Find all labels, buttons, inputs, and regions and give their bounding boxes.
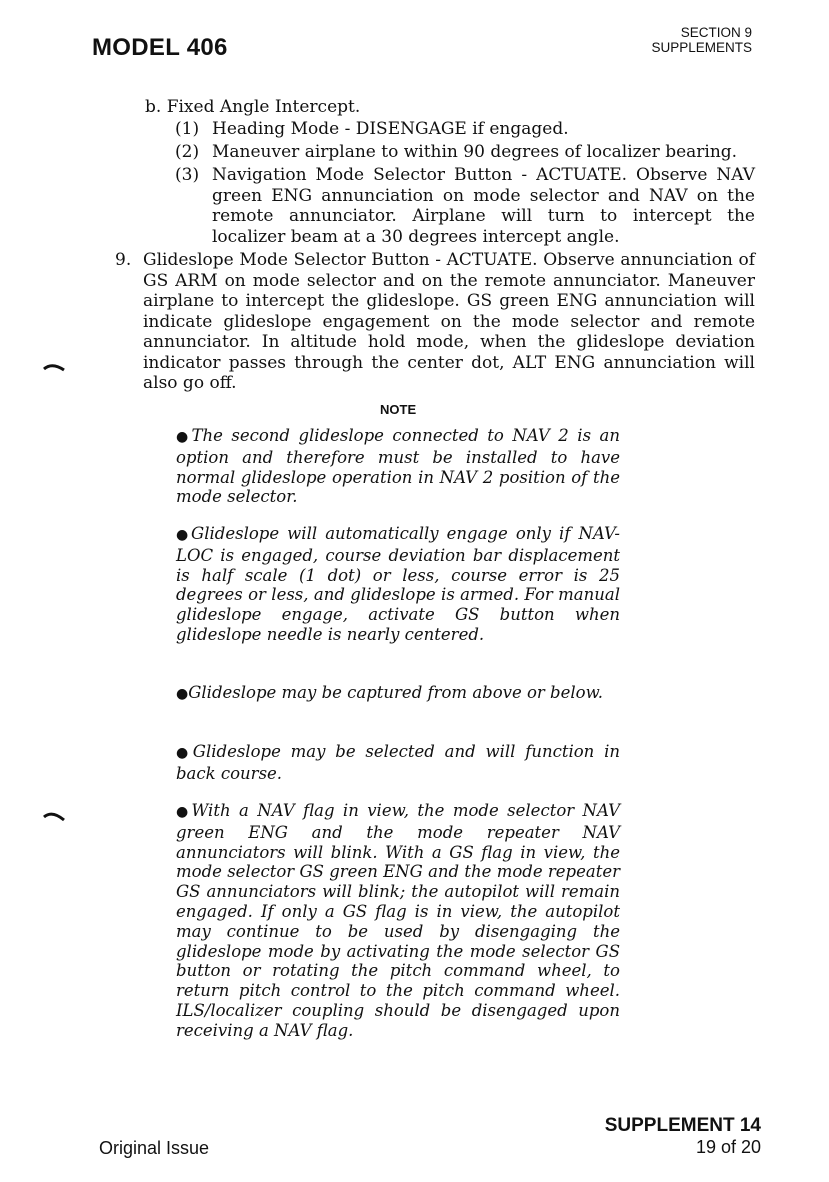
note-heading: NOTE bbox=[380, 402, 417, 417]
supplement-label: SUPPLEMENT 14 bbox=[604, 1115, 761, 1136]
page-number: 19 of 20 bbox=[695, 1137, 761, 1157]
bullet-icon: ● bbox=[176, 527, 192, 543]
note-text: Glideslope will automatically engage only if NAV-LOC is engaged, course deviation bar displacement is half scale (1 dot) or less, course error is 25 degrees or less, and glideslope is armed. For manual glideslope engage, activate GS button when glideslope needle is nearly centered. bbox=[176, 524, 620, 644]
sub-step-number: (1) bbox=[175, 119, 200, 139]
sub-step-number: (2) bbox=[175, 142, 200, 162]
sub-step-text: Maneuver airplane to within 90 degrees of localizer bearing. bbox=[212, 142, 738, 162]
bullet-icon: ● bbox=[176, 686, 189, 702]
sub-step-number: (3) bbox=[175, 165, 200, 185]
revision-mark bbox=[43, 808, 67, 822]
note-text: With a NAV flag in view, the mode selector NAV green ENG and the mode repeater NAV annunciators will blink. With a GS flag in view, the mode selector GS green ENG and the mode repeater GS annunciators will blink; the autopilot will remain engaged. If only a GS flag is in view, the autopilot may continue to be used by disengaging the glideslope mode by activating the mode selector GS button or rotating the pitch command wheel, to return pitch control to the pitch command wheel. ILS/localizer coupling should be disengaged upon receiving a NAV flag. bbox=[176, 801, 620, 1040]
page-footer bbox=[605, 1115, 761, 1158]
step-9-text: Glideslope Mode Selector Button - ACTUATE. Observe annunciation of GS ARM on mode selector and on the remote annunciator. Maneuver airplane to intercept the glideslope. GS green ENG annunciation will indicate glideslope engagement on the mode selector and remote annunciator. In altitude hold mode, when the glideslope deviation indicator passes through the center dot, ALT ENG annunciation will also go off. bbox=[143, 250, 755, 393]
note-item bbox=[176, 524, 620, 645]
bullet-icon: ● bbox=[176, 745, 193, 761]
note-text: The second glideslope connected to NAV 2 is an option and therefore must be installed to have normal glideslope operation in NAV 2 position of the mode selector. bbox=[176, 426, 620, 507]
note-item bbox=[176, 742, 620, 784]
section-label: SECTION 9 bbox=[680, 25, 752, 40]
sub-step-text: Heading Mode - DISENGAGE if engaged. bbox=[212, 119, 569, 139]
step-9 bbox=[115, 250, 755, 394]
bullet-icon: ● bbox=[176, 429, 192, 445]
note-item bbox=[176, 801, 620, 1041]
sub-step-text: Navigation Mode Selector Button - ACTUATE. Observe NAV green ENG annunciation on mode selector and NAV on the remote annunciator. Airplane will turn to intercept the localizer beam at a 30 degrees intercept angle. bbox=[212, 165, 755, 247]
issue-label: Original Issue bbox=[99, 1138, 210, 1158]
step-9-number: 9. bbox=[115, 250, 132, 270]
sub-step bbox=[175, 142, 755, 163]
model-title: MODEL 406 bbox=[92, 34, 228, 61]
note-text: Glideslope may be selected and will function in back course. bbox=[176, 742, 621, 783]
step-b-title: b. Fixed Angle Intercept. bbox=[145, 97, 361, 117]
note-item bbox=[176, 426, 620, 507]
note-item bbox=[176, 683, 620, 705]
sub-step bbox=[175, 119, 755, 140]
section-header bbox=[651, 25, 752, 55]
subsection-label: SUPPLEMENTS bbox=[651, 40, 752, 55]
revision-mark bbox=[43, 360, 67, 374]
note-text: Glideslope may be captured from above or below. bbox=[188, 683, 604, 702]
sub-step bbox=[175, 165, 755, 247]
bullet-icon: ● bbox=[176, 804, 192, 820]
